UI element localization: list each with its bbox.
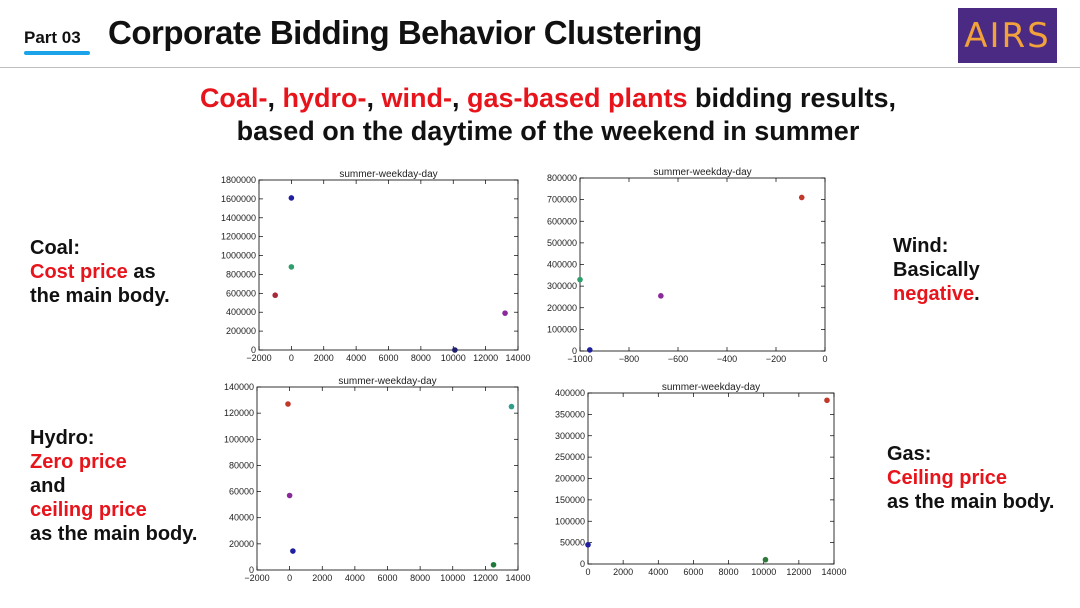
hydro-note-line <box>30 426 197 450</box>
coal-note-segment: Coal: <box>30 237 80 259</box>
scatter-point <box>763 557 769 563</box>
x-tick-label: 14000 <box>821 567 847 577</box>
x-tick-label: 0 <box>822 354 828 364</box>
x-tick-label: 4000 <box>344 573 365 583</box>
y-tick-label: 800000 <box>225 269 256 280</box>
header-divider <box>0 67 1080 68</box>
part-underline <box>24 51 90 55</box>
y-tick-label: 140000 <box>223 382 254 392</box>
x-tick-label: 14000 <box>505 353 531 363</box>
hydro-note-line <box>30 474 197 498</box>
wind-note-segment: Wind: <box>893 235 949 257</box>
y-tick-label: 1600000 <box>220 193 256 204</box>
hydro-note-segment: Hydro: <box>30 427 95 449</box>
y-tick-label: 100000 <box>223 434 254 445</box>
x-tick-label: 6000 <box>378 353 399 363</box>
gas-note-segment: as the main body. <box>887 491 1055 513</box>
x-tick-label: 0 <box>288 353 294 363</box>
x-tick-label: −800 <box>618 354 640 364</box>
scatter-point <box>585 542 591 548</box>
x-tick-label: 2000 <box>613 567 634 577</box>
hydro-scatter-plot <box>200 375 530 587</box>
x-tick-label: 6000 <box>683 567 704 577</box>
scatter-point <box>289 264 295 270</box>
x-tick-label: 8000 <box>718 567 739 577</box>
hydro-note-line <box>30 522 197 546</box>
subtitle-line-1-segment: , <box>267 83 283 113</box>
y-tick-label: 1000000 <box>220 250 256 261</box>
y-tick-label: 100000 <box>554 516 585 527</box>
scatter-point <box>577 277 583 283</box>
x-tick-label: −2000 <box>246 353 272 363</box>
x-tick-label: 12000 <box>473 353 499 363</box>
hydro-note-segment: Zero price <box>30 451 127 473</box>
coal-scatter-plot <box>200 155 530 370</box>
scatter-point <box>287 493 293 499</box>
wind-scatter-plot <box>538 165 838 370</box>
coal-note-segment: Cost price <box>30 261 128 283</box>
y-tick-label: 600000 <box>225 288 256 299</box>
scatter-point <box>824 397 830 403</box>
y-tick-label: 50000 <box>559 537 585 548</box>
x-tick-label: −1000 <box>567 354 593 364</box>
wind-note <box>893 234 980 306</box>
page-title: Corporate Bidding Behavior Clustering <box>108 14 702 51</box>
scatter-point <box>587 347 593 353</box>
plot-title: summer-weekday-day <box>653 167 752 178</box>
y-tick-label: 400000 <box>554 388 585 398</box>
y-tick-label: 120000 <box>223 408 254 419</box>
gas-scatter-plot <box>538 378 848 580</box>
y-tick-label: 200000 <box>546 302 577 313</box>
x-tick-label: −600 <box>667 354 689 364</box>
scatter-point <box>502 310 508 316</box>
x-tick-label: 6000 <box>377 573 398 583</box>
scatter-point <box>658 293 664 299</box>
plot-title: summer-weekday-day <box>661 382 761 393</box>
y-tick-label: 40000 <box>228 512 254 523</box>
y-tick-label: 0 <box>571 346 577 356</box>
scatter-point <box>272 292 278 298</box>
y-tick-label: 0 <box>250 345 256 355</box>
hydro-note-line <box>30 498 197 522</box>
plot-frame <box>588 393 834 564</box>
wind-note-segment: Basically <box>893 259 980 281</box>
x-tick-label: 8000 <box>410 573 431 583</box>
coal-note-line <box>30 260 170 284</box>
y-tick-label: 0 <box>579 559 585 569</box>
wind-note-segment: negative <box>893 283 975 305</box>
gas-note-line <box>887 442 1054 466</box>
hydro-note-line <box>30 450 197 474</box>
y-tick-label: 200000 <box>225 326 256 337</box>
subtitle-line-1-segment: bidding results, <box>687 83 897 113</box>
y-tick-label: 700000 <box>546 194 577 205</box>
x-tick-label: 8000 <box>410 353 431 363</box>
subtitle-line-1-segment: gas-based plants <box>466 83 688 113</box>
x-tick-label: 10000 <box>440 353 466 363</box>
hydro-note-segment: ceiling price <box>30 499 147 521</box>
gas-note-line <box>887 490 1054 514</box>
y-tick-label: 100000 <box>546 324 577 335</box>
y-tick-label: 1200000 <box>220 231 256 242</box>
plot-frame <box>257 387 518 570</box>
y-tick-label: 300000 <box>546 281 577 292</box>
wind-note-line <box>893 258 980 282</box>
airs-logo <box>958 8 1057 63</box>
subtitle-line-1-segment: wind- <box>381 83 452 113</box>
subtitle-line-1-segment: hydro- <box>282 83 367 113</box>
y-tick-label: 1400000 <box>220 212 256 223</box>
x-tick-label: 0 <box>585 567 591 577</box>
x-tick-label: 4000 <box>648 567 669 577</box>
y-tick-label: 150000 <box>554 494 585 505</box>
subtitle-line-2: based on the daytime of the weekend in summer <box>236 116 860 146</box>
subtitle-line-1-segment: , <box>366 83 382 113</box>
scatter-point <box>799 195 805 201</box>
scatter-point <box>509 404 515 410</box>
slide-subtitle <box>0 82 1080 148</box>
x-tick-label: 2000 <box>312 573 333 583</box>
x-tick-label: 12000 <box>472 573 498 583</box>
x-tick-label: −400 <box>716 354 738 364</box>
x-tick-label: 14000 <box>505 573 531 583</box>
coal-note <box>30 236 170 308</box>
plot-frame <box>259 180 518 350</box>
gas-note-segment: Gas: <box>887 443 932 465</box>
slide-header <box>0 0 1080 66</box>
coal-note-segment: the main body. <box>30 285 170 307</box>
wind-note-segment: . <box>974 283 980 305</box>
scatter-point <box>452 347 458 353</box>
y-tick-label: 350000 <box>554 409 585 420</box>
gas-note-line <box>887 466 1054 490</box>
x-tick-label: −2000 <box>244 573 270 583</box>
x-tick-label: 10000 <box>440 573 466 583</box>
x-tick-label: 4000 <box>346 353 367 363</box>
y-tick-label: 0 <box>248 565 254 575</box>
wind-note-line <box>893 234 980 258</box>
subtitle-line-1 <box>0 82 1080 115</box>
plot-title: summer-weekday-day <box>339 169 438 180</box>
y-tick-label: 800000 <box>546 173 577 183</box>
scatter-point <box>289 195 295 201</box>
x-tick-label: 2000 <box>313 353 334 363</box>
scatter-point <box>285 401 291 407</box>
x-tick-label: 0 <box>287 573 293 583</box>
x-tick-label: 10000 <box>751 567 777 577</box>
scatter-point <box>491 562 497 568</box>
y-tick-label: 600000 <box>546 216 577 227</box>
x-tick-label: 12000 <box>786 567 812 577</box>
plot-frame <box>580 178 825 351</box>
hydro-note-segment: as the main body. <box>30 523 198 545</box>
hydro-note-segment: and <box>30 475 66 497</box>
y-tick-label: 60000 <box>228 486 254 497</box>
wind-note-line <box>893 282 980 306</box>
y-tick-label: 400000 <box>546 259 577 270</box>
y-tick-label: 500000 <box>546 237 577 248</box>
part-label: Part 03 <box>24 28 81 47</box>
coal-note-segment: as <box>127 261 156 283</box>
gas-note-segment: Ceiling price <box>887 467 1008 489</box>
subtitle-line-1-segment: Coal- <box>199 83 268 113</box>
logo-text: AIRS <box>964 15 1051 56</box>
plot-title: summer-weekday-day <box>338 376 437 387</box>
x-tick-label: −200 <box>765 354 787 364</box>
coal-note-line <box>30 284 170 308</box>
y-tick-label: 200000 <box>554 473 585 484</box>
y-tick-label: 400000 <box>225 307 256 318</box>
subtitle-line-1-segment: , <box>451 83 467 113</box>
scatter-point <box>290 548 296 554</box>
hydro-note <box>30 426 197 546</box>
y-tick-label: 1800000 <box>220 175 256 185</box>
y-tick-label: 20000 <box>228 538 254 549</box>
y-tick-label: 80000 <box>228 460 254 471</box>
gas-note <box>887 442 1054 514</box>
coal-note-line <box>30 236 170 260</box>
y-tick-label: 250000 <box>554 452 585 463</box>
y-tick-label: 300000 <box>554 430 585 441</box>
